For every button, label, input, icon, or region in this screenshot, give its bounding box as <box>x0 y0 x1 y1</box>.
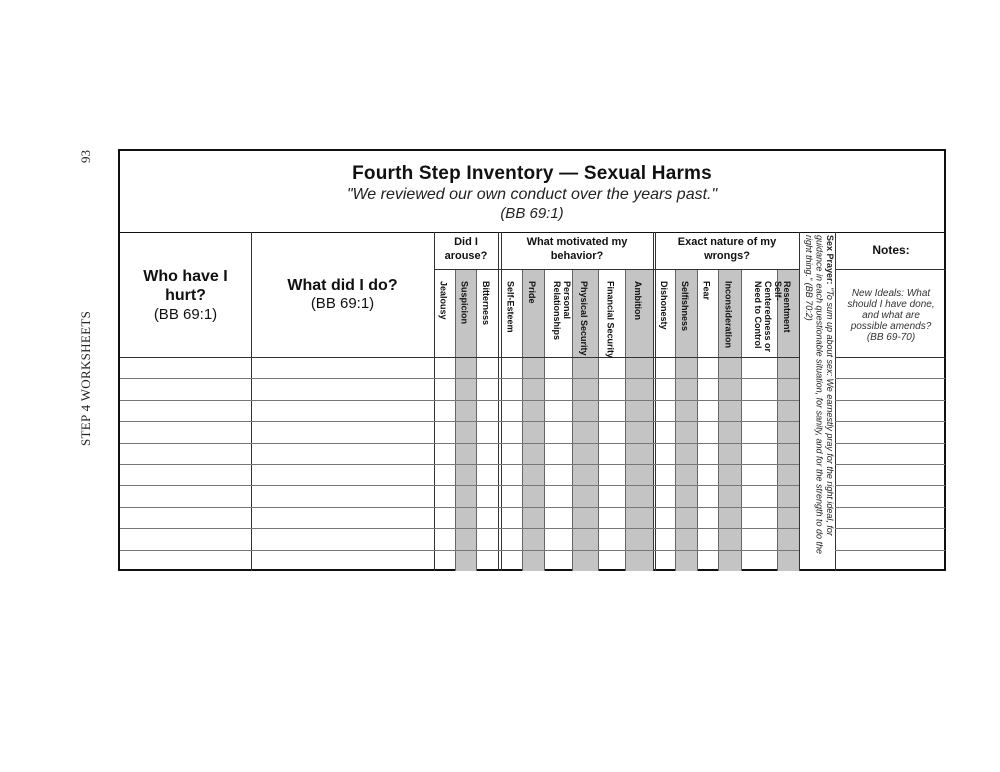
nature-header: Exact nature of my wrongs? <box>677 236 777 262</box>
notes-header-divider <box>835 269 945 270</box>
subcolumn-label: Selfishness <box>680 281 690 332</box>
subcolumn-label: Suspicion <box>459 281 470 325</box>
side-label: STEP 4 WORKSHEETS <box>78 310 93 446</box>
subcolumn-label: Ambition <box>633 281 643 320</box>
what-label: What did I do? <box>287 277 398 294</box>
notes-row <box>835 464 945 465</box>
table-row <box>120 507 799 508</box>
what-header <box>251 232 434 357</box>
table-row <box>120 485 799 486</box>
subcolumn-divider <box>572 269 573 571</box>
column-divider <box>501 232 502 571</box>
subcolumn-divider <box>455 269 456 571</box>
motivated-header: What motivated my behavior? <box>526 236 628 262</box>
column-divider <box>835 232 836 571</box>
subcolumn-divider <box>544 269 545 571</box>
subcolumn-label: Self-Esteem <box>505 281 516 333</box>
table-row <box>120 421 799 422</box>
who-ref: (BB 69:1) <box>153 305 218 323</box>
notes-row <box>835 528 945 529</box>
sex-prayer <box>803 235 835 565</box>
subcolumn-label: Personal Relationships <box>552 281 572 341</box>
subcolumn-label: Self-Centeredness or Need to Control <box>753 281 783 353</box>
subcolumn-divider <box>522 269 523 571</box>
subcolumn-label: Physical Security <box>579 281 589 356</box>
subcolumn-divider <box>598 269 599 571</box>
subcolumn-divider <box>675 269 676 571</box>
subcolumn-label: Bitterness <box>481 281 491 326</box>
worksheet-quote: "We reviewed our own conduct over the years past." <box>346 186 718 203</box>
table-row <box>120 378 799 379</box>
notes-header: Notes: <box>872 243 910 257</box>
group-header-divider <box>434 269 799 270</box>
table-row <box>120 400 799 401</box>
subcolumn-divider <box>476 269 477 571</box>
who-header <box>120 232 251 357</box>
column-divider <box>655 232 656 571</box>
column-divider <box>653 232 654 571</box>
table-row <box>120 528 799 529</box>
notes-row <box>835 400 945 401</box>
notes-subtext: New Ideals: What should I have done, and what are possible amends? (BB 69-70) <box>847 288 935 343</box>
notes-row <box>835 507 945 508</box>
notes-row <box>835 378 945 379</box>
what-ref: (BB 69:1) <box>310 295 375 312</box>
notes-row <box>835 357 945 358</box>
column-divider <box>799 232 800 571</box>
sex-prayer-text: "To sum up about sex: We earnestly pray for the right ideal, for guidance in each questionable situation, for sanity, and for the strength to do the right thing." (BB 70:2) <box>804 235 835 555</box>
sex-prayer-label: Sex Prayer: <box>825 235 835 285</box>
worksheet-reference: (BB 69:1) <box>500 205 564 222</box>
subcolumn-divider <box>697 269 698 571</box>
subcolumn-label: Fear <box>701 281 712 301</box>
table-row <box>120 464 799 465</box>
subcolumn-divider <box>718 269 719 571</box>
notes-row <box>835 421 945 422</box>
inventory-worksheet <box>118 149 946 571</box>
subcolumn-divider <box>625 269 626 571</box>
subcolumn-divider <box>741 269 742 571</box>
worksheet-title: Fourth Step Inventory — Sexual Harms <box>352 163 712 184</box>
worksheet-header <box>120 151 944 233</box>
column-divider <box>498 232 499 571</box>
subcolumn-label: Inconsideration <box>723 281 734 349</box>
subcolumn-label: Resentment <box>782 281 792 333</box>
page-number: 93 <box>78 150 93 163</box>
column-divider <box>434 232 435 571</box>
subcolumn-label: Financial Security <box>605 281 616 359</box>
table-row <box>120 550 799 551</box>
subcolumn-label: Dishonesty <box>659 281 669 330</box>
who-label: Who have I hurt? <box>143 267 228 304</box>
notes-row <box>835 443 945 444</box>
arouse-header: Did I arouse? <box>444 236 488 262</box>
subcolumn-label: Pride <box>527 281 537 304</box>
subcolumn-label: Jealousy <box>438 281 449 320</box>
table-row <box>120 443 799 444</box>
notes-row <box>835 485 945 486</box>
notes-row <box>835 550 945 551</box>
